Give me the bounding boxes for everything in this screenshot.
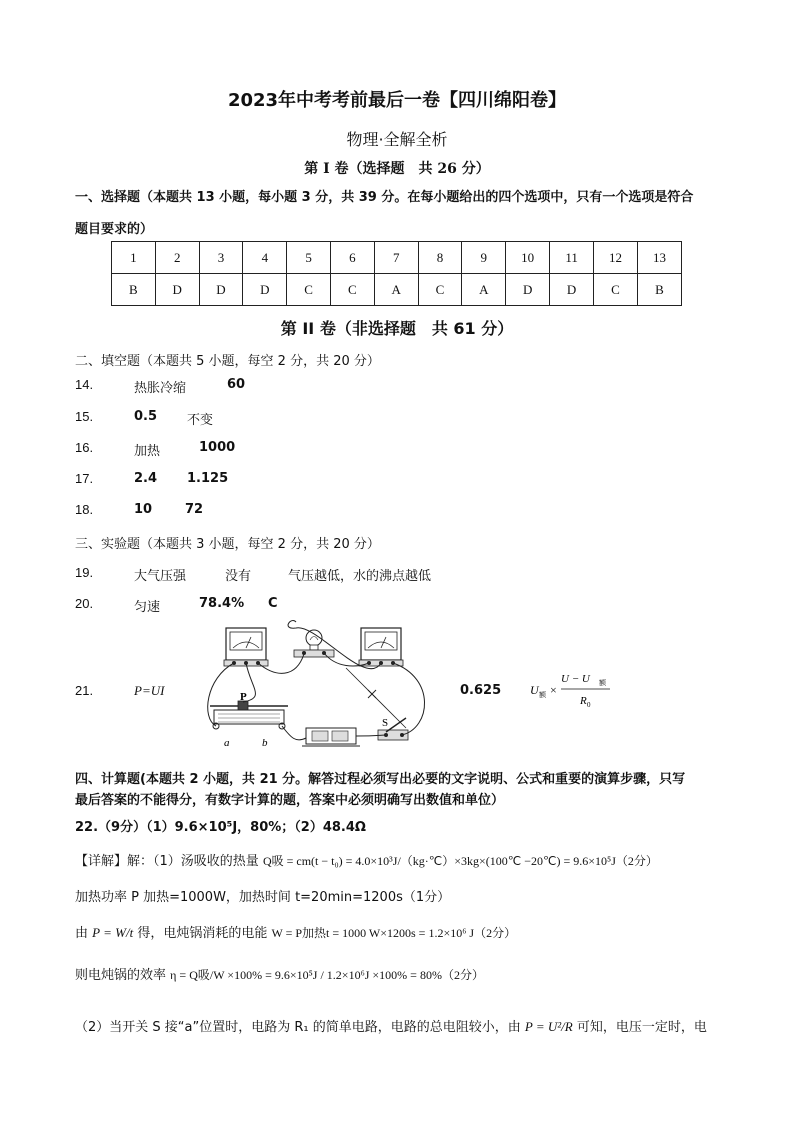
question-number: 20. [75, 596, 94, 611]
formula-denominator: R [580, 695, 587, 707]
detail-equation: η = Q吸/W ×100% = 9.6×10⁵J / 1.2×10⁶J ×100% = 80%（2分） [170, 968, 484, 982]
table-cell: D [199, 274, 243, 306]
answer-text: 72 [185, 502, 204, 517]
answer-table-answer-row [112, 274, 682, 306]
formula-numerator: U − U [561, 673, 590, 685]
formula-u: U [530, 683, 539, 697]
answer-text: 不变 [187, 413, 214, 428]
table-cell: 10 [506, 242, 550, 274]
table-cell: 3 [199, 242, 243, 274]
answer-text: 匀速 [134, 600, 161, 615]
answer-text: C [268, 596, 278, 611]
question-number: 19. [75, 565, 94, 580]
table-cell: D [550, 274, 594, 306]
circuit-diagram [196, 618, 436, 753]
voltmeter-icon [224, 628, 268, 666]
table-cell: 4 [243, 242, 287, 274]
formula-sub: 额 [539, 691, 546, 699]
table-cell: 8 [418, 242, 462, 274]
ammeter-icon [359, 628, 403, 666]
table-cell: B [112, 274, 156, 306]
table-cell: D [243, 274, 287, 306]
table-cell: B [637, 274, 681, 306]
formula-sub: 额 [599, 679, 606, 687]
table-cell: 11 [550, 242, 594, 274]
battery-icon [302, 728, 360, 746]
answer-text: 热胀冷缩 [134, 381, 187, 396]
answer-text: 没有 [225, 569, 252, 584]
detail-text: （2）当开关 S 接“a”位置时，电路为 R₁ 的简单电路，电路的总电阻较小，由 [75, 1020, 521, 1035]
detail-line-5 [75, 1016, 707, 1035]
answer-text: 78.4% [199, 596, 245, 611]
answer-text: 60 [227, 377, 246, 392]
answer-text: 2.4 [134, 471, 158, 486]
table-cell: C [287, 274, 331, 306]
label-a: a [224, 737, 230, 749]
answer-text: 1000 [199, 440, 236, 455]
table-cell: D [506, 274, 550, 306]
answer-text: 0.625 [460, 683, 502, 698]
section-1-heading: 一、选择题（本题共 13 小题，每小题 3 分，共 39 分。在每小题给出的四个选项中，只有一个选项是符合 [75, 190, 694, 205]
detail-text: 由 [75, 926, 89, 941]
answer-text: 气压越低，水的沸点越低 [288, 569, 432, 584]
volume-2-heading: 第 II 卷（非选择题 共 61 分） [280, 319, 514, 338]
q22-answer: 22.（9分）（1）9.6×10⁵J，80%；（2）48.4Ω [75, 820, 366, 835]
table-cell: A [374, 274, 418, 306]
table-cell: D [155, 274, 199, 306]
table-cell: C [331, 274, 375, 306]
table-cell: 7 [374, 242, 418, 274]
question-number: 14. [75, 377, 94, 392]
answer-formula-fraction [528, 668, 618, 712]
answer-text: 1.125 [187, 471, 229, 486]
answer-table [111, 241, 682, 306]
detail-equation: Q吸 = cm(t − t₀) = 4.0×10³J/（kg·℃）×3kg×(100℃ −20℃) = 9.6×10⁵J（2分） [262, 854, 658, 868]
detail-line-3 [75, 922, 516, 941]
detail-label: 【详解】解： [75, 854, 154, 869]
question-number: 18. [75, 502, 94, 517]
detail-equation: W = P加热t = 1000 W×1200s = 1.2×10⁶ J（2分） [271, 926, 517, 940]
answer-text: 0.5 [134, 409, 158, 424]
section-4-heading-cont: 最后答案的不能得分，有数字计算的题，答案中必须明确写出数值和单位） [75, 793, 505, 808]
detail-text: 可知，电压一定时，电 [576, 1020, 707, 1035]
answer-text: 大气压强 [134, 569, 187, 584]
table-cell: C [418, 274, 462, 306]
label-p: P [240, 691, 247, 703]
page-title: 2023年中考考前最后一卷【四川绵阳卷】 [227, 90, 567, 111]
detail-equation: P = U²/R [524, 1019, 573, 1034]
table-cell: A [462, 274, 506, 306]
answer-formula: P=UI [134, 683, 165, 698]
table-cell: 5 [287, 242, 331, 274]
section-4-heading: 四、计算题(本题共 2 小题，共 21 分。解答过程必须写出必要的文字说明、公式和重要的演算步骤，只写 [75, 772, 686, 787]
label-s: S [382, 717, 389, 729]
table-cell: 2 [155, 242, 199, 274]
answer-text: 10 [134, 502, 153, 517]
question-number: 16. [75, 440, 94, 455]
detail-line-1 [75, 850, 658, 869]
formula-den-sub: 0 [587, 701, 591, 709]
rheostat-icon [210, 701, 288, 729]
formula-times: × [550, 683, 557, 697]
section-1-heading-cont: 题目要求的） [75, 222, 154, 237]
question-number: 17. [75, 471, 94, 486]
label-b: b [262, 737, 268, 749]
answer-text: 加热 [134, 444, 161, 459]
detail-text: （1）汤吸收的热量 [153, 854, 259, 869]
page-subtitle: 物理·全解全析 [346, 130, 448, 149]
detail-line-4 [75, 964, 484, 983]
section-3-heading: 三、实验题（本题共 3 小题，每空 2 分，共 20 分） [75, 537, 380, 552]
detail-equation: P = W/t [92, 925, 134, 940]
table-cell: 1 [112, 242, 156, 274]
detail-text: 得，电炖锅消耗的电能 [137, 926, 268, 941]
table-cell: C [594, 274, 638, 306]
table-cell: 6 [331, 242, 375, 274]
question-number: 15. [75, 409, 94, 424]
answer-table-number-row [112, 242, 682, 274]
table-cell: 12 [594, 242, 638, 274]
table-cell: 9 [462, 242, 506, 274]
table-cell: 13 [637, 242, 681, 274]
section-2-heading: 二、填空题（本题共 5 小题，每空 2 分，共 20 分） [75, 354, 380, 369]
detail-line-2: 加热功率 P 加热=1000W，加热时间 t=20min=1200s（1分） [75, 890, 451, 905]
detail-text: 则电炖锅的效率 [75, 968, 167, 983]
volume-1-heading: 第 I 卷（选择题 共 26 分） [304, 161, 490, 177]
question-number: 21. [75, 683, 94, 698]
